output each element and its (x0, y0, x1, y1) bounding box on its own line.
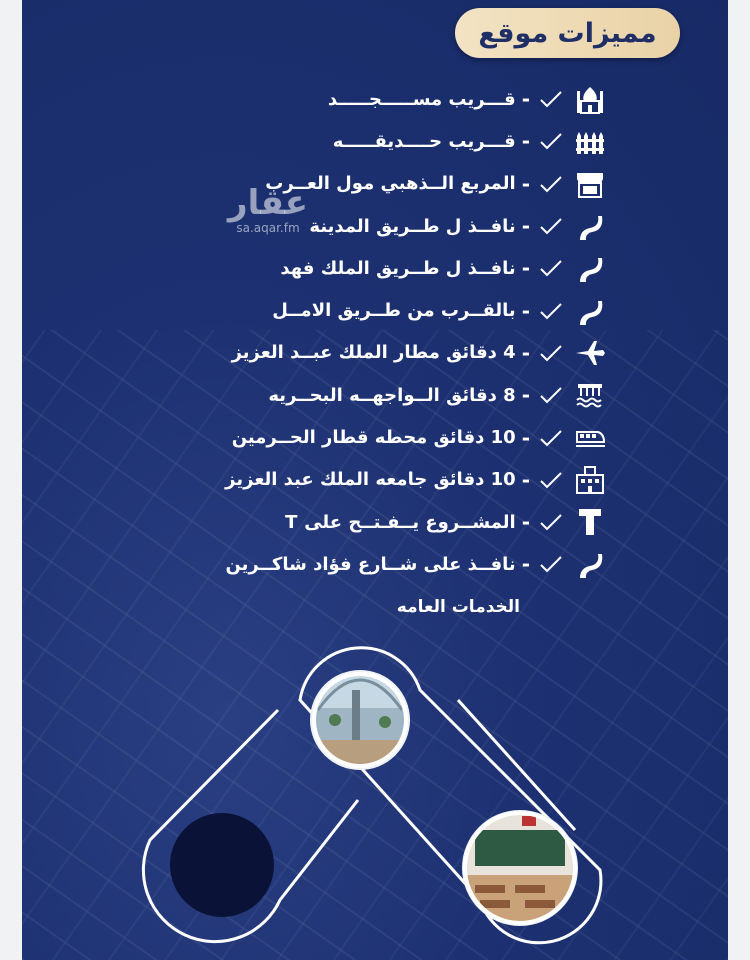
bullet-dash: - (521, 383, 530, 408)
feature-text: قـــريب مســـــجـــــد (327, 88, 516, 110)
hospital-photo-dark (170, 813, 274, 917)
bullet-dash: - (521, 171, 530, 196)
bullet-dash: - (521, 340, 530, 365)
mall-photo (310, 670, 410, 770)
feature-text: المربع الــذهبي مول العــرب (265, 173, 516, 195)
feature-text: 10 دقائق جامعه الملك عبد العزيز (225, 469, 516, 491)
bullet-dash: - (521, 510, 530, 535)
left-border (0, 0, 22, 960)
feature-text: 8 دقائق الــواجهــه البحــريه (268, 384, 516, 406)
bullet-dash: - (521, 467, 530, 492)
feature-text: قـــريب حــــديقـــــه (332, 130, 516, 152)
watermark-logo: عقار (228, 183, 309, 223)
classroom-photo (462, 810, 578, 926)
right-border (728, 0, 750, 960)
feature-text: 4 دقائق مطار الملك عبــد العزيز (231, 342, 516, 364)
bullet-dash: - (521, 256, 530, 281)
feature-text: بالقــرب من طــريق الامــل (272, 300, 516, 322)
feature-text: نافــذ ل طــريق الملك فهد (280, 257, 516, 279)
bullet-dash: - (521, 87, 530, 112)
feature-text: 10 دقائق محطه قطار الحــرمين (231, 427, 516, 449)
bullet-dash: - (521, 129, 530, 154)
feature-text: المشــروع يــفـتــح على T (285, 511, 516, 533)
feature-text: نافــذ ل طــريق المدينة (309, 215, 516, 237)
feature-text: نافــذ على شــارع فؤاد شاكــرين (225, 553, 516, 575)
bullet-dash: - (521, 425, 530, 450)
bullet-dash: - (521, 298, 530, 323)
bullet-dash: - (521, 214, 530, 239)
bullet-dash: - (521, 552, 530, 577)
services-heading: الخدمات العامه (396, 597, 520, 617)
watermark-url: sa.aqar.fm (236, 221, 300, 235)
page-title: مميزات موقع (478, 17, 657, 49)
